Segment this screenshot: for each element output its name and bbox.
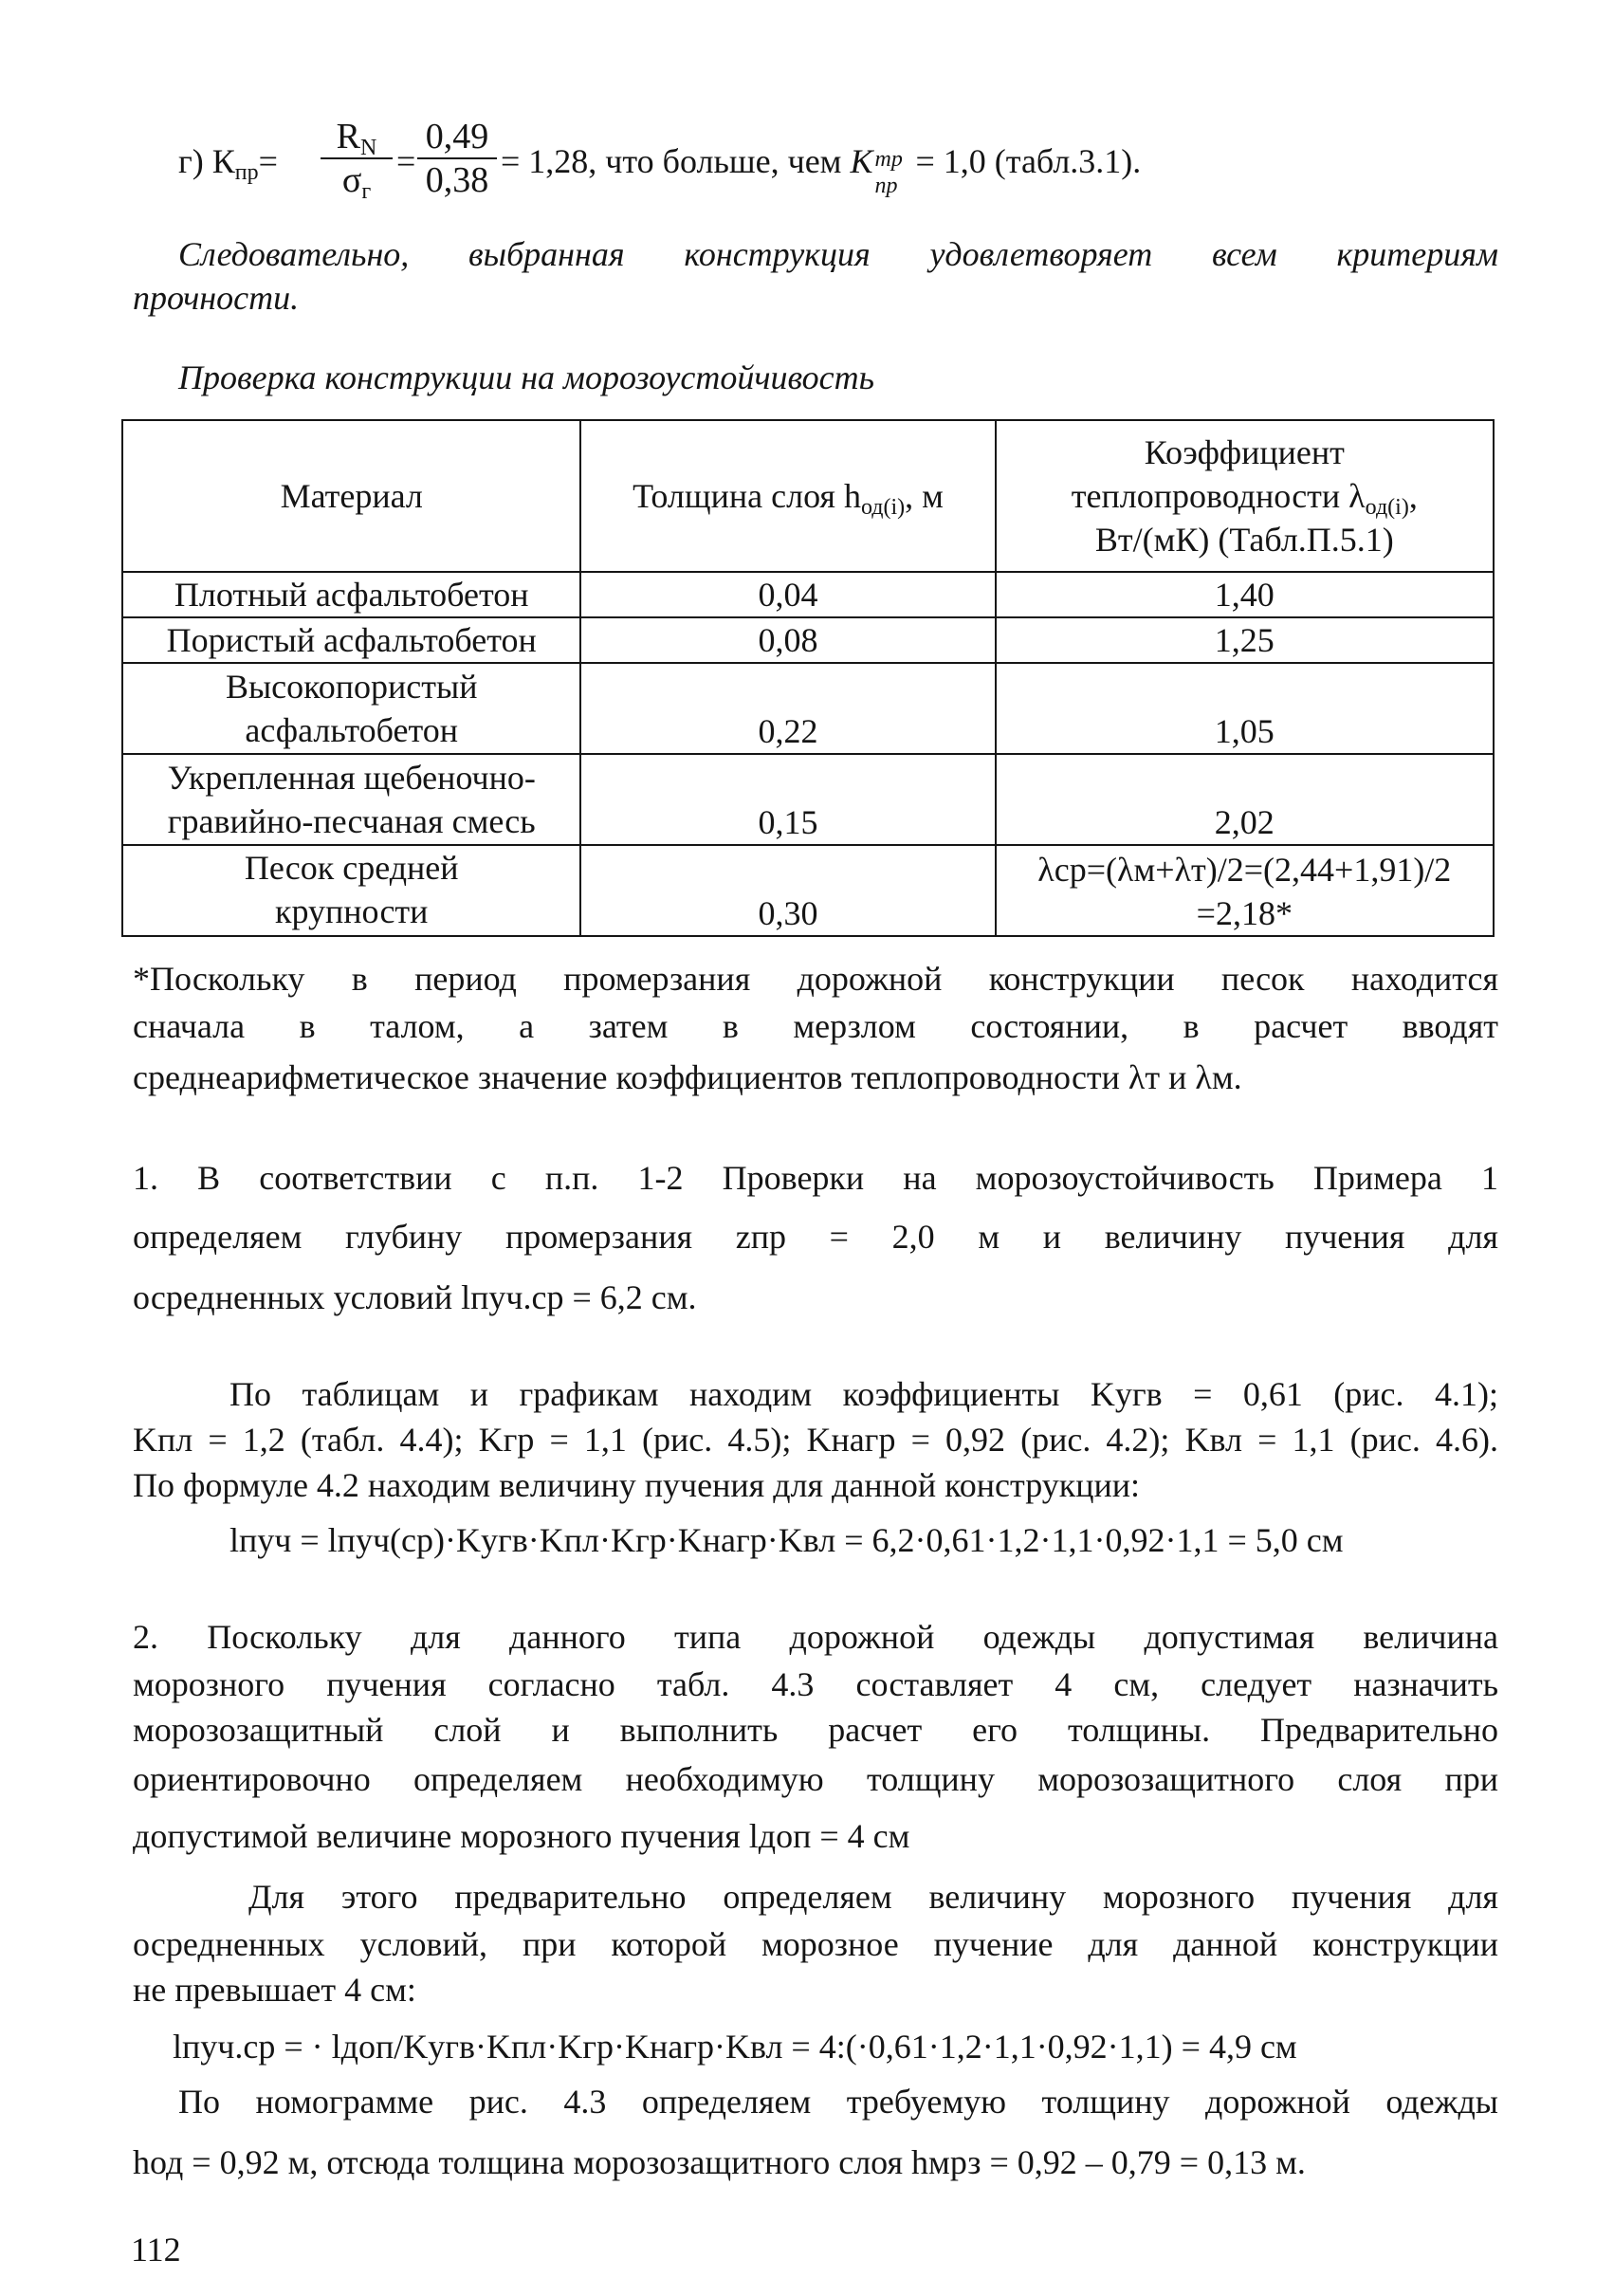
cell-material: Высокопористый асфальтобетон — [122, 663, 580, 754]
formula-equals: = — [396, 142, 416, 180]
formula-result: = 1,28, что больше, чем K тр пр = 1,0 (табл.3.1). — [501, 142, 1142, 198]
step2-line: морозного пучения согласно табл. 4.3 составляет 4 см, следует назначить — [133, 1665, 1498, 1703]
cell-coefficient: 1,40 — [996, 572, 1494, 617]
cell-coefficient: λср=(λм+λт)/2=(2,44+1,91)/2 =2,18* — [996, 845, 1494, 936]
step2-line: морозозащитный слой и выполнить расчет его толщины. Предварительно — [133, 1711, 1498, 1749]
table-header-row — [122, 420, 1494, 572]
cell-thickness: 0,22 — [580, 663, 995, 754]
required-heave-formula: lпуч.ср = · lдоп/Kугв·Kпл·Kгр·Kнагр·Kвл = 4:(·0,61·1,2·1,1·0,92·1,1) = 4,9 см — [173, 2028, 1297, 2066]
cell-thickness: 0,04 — [580, 572, 995, 617]
cell-material: Плотный асфальтобетон — [122, 572, 580, 617]
step1-line: определяем глубину промерзания zпр = 2,0 м и величину пучения для — [133, 1218, 1498, 1256]
cell-coefficient: 1,25 — [996, 617, 1494, 663]
conclusion-line: прочности. — [133, 279, 300, 317]
cell-material: Песок средней крупности — [122, 845, 580, 936]
step2b-line: hод = 0,92 м, отсюда толщина морозозащитного слоя hмрз = 0,92 – 0,79 = 0,13 м. — [133, 2143, 1306, 2181]
conclusion-line: Следовательно, выбранная конструкция удовлетворяет всем критериям — [178, 235, 1498, 273]
cell-thickness: 0,15 — [580, 754, 995, 845]
cell-material: Пористый асфальтобетон — [122, 617, 580, 663]
table-row — [122, 754, 1494, 845]
coefficients-line: Kпл = 1,2 (табл. 4.4); Kгр = 1,1 (рис. 4.5); Kнагр = 0,92 (рис. 4.2); Kвл = 1,1 (рис. 4.6). — [133, 1421, 1498, 1459]
header-material: Материал — [122, 420, 580, 572]
table-row — [122, 845, 1494, 936]
coefficients-line: По формуле 4.2 находим величину пучения для данной конструкции: — [133, 1466, 1141, 1504]
header-thickness: Толщина слоя $h_{од(i)}$, м — [580, 420, 995, 572]
table-row — [122, 572, 1494, 617]
step2b-line: Для этого предварительно определяем величину морозного пучения для — [248, 1878, 1498, 1916]
footnote-line: *Поскольку в период промерзания дорожной конструкции песок находится — [133, 960, 1498, 998]
table-row — [122, 617, 1494, 663]
cell-thickness: 0,08 — [580, 617, 995, 663]
step2-line: ориентировочно определяем необходимую толщину морозозащитного слоя при — [133, 1760, 1498, 1798]
step2b-line: По номограмме рис. 4.3 определяем требуемую толщину дорожной одежды — [178, 2083, 1498, 2121]
footnote-line: среднеарифметическое значение коэффициентов теплопроводности λт и λм. — [133, 1058, 1242, 1096]
section-title: Проверка конструкции на морозоустойчивость — [178, 358, 875, 396]
footnote-line: сначала в талом, а затем в мерзлом состоянии, в расчет вводят — [133, 1007, 1498, 1045]
step2b-line: осредненных условий, при которой морозное пучение для данной конструкции — [133, 1925, 1498, 1963]
table-row — [122, 663, 1494, 754]
page-number: 112 — [131, 2231, 181, 2268]
cell-thickness: 0,30 — [580, 845, 995, 936]
heave-formula: lпуч = lпуч(ср)·Kугв·Kпл·Kгр·Kнагр·Kвл = 6,2·0,61·1,2·1,1·0,92·1,1 = 5,0 см — [229, 1521, 1344, 1559]
step1-line: 1. В соответствии с п.п. 1-2 Проверки на морозоустойчивость Примера 1 — [133, 1159, 1498, 1197]
coefficients-line: По таблицам и графикам находим коэффициенты Kугв = 0,61 (рис. 4.1); — [229, 1375, 1498, 1413]
cell-coefficient: 2,02 — [996, 754, 1494, 845]
header-coefficient: Коэффициент теплопроводности $\lambda_{од(i)}$, Вт/(мК) (Табл.П.5.1) — [996, 420, 1494, 572]
fraction-049-038: 0,49 0,38 — [417, 116, 497, 201]
materials-table — [121, 419, 1495, 937]
step2-line: 2. Поскольку для данного типа дорожной одежды допустимая величина — [133, 1618, 1498, 1656]
cell-material: Укрепленная щебеночно- гравийно-песчаная смесь — [122, 754, 580, 845]
step2b-line: не превышает 4 см: — [133, 1971, 416, 2009]
step1-line: осредненных условий lпуч.ср = 6,2 см. — [133, 1278, 697, 1316]
formula-k-label: г) $К_{пр}=$ — [178, 142, 278, 185]
fraction-rn-sigma: $R_N$ $\sigma_г$ — [321, 116, 393, 201]
step2-line: допустимой величине морозного пучения lдоп = 4 см — [133, 1817, 910, 1855]
cell-coefficient: 1,05 — [996, 663, 1494, 754]
